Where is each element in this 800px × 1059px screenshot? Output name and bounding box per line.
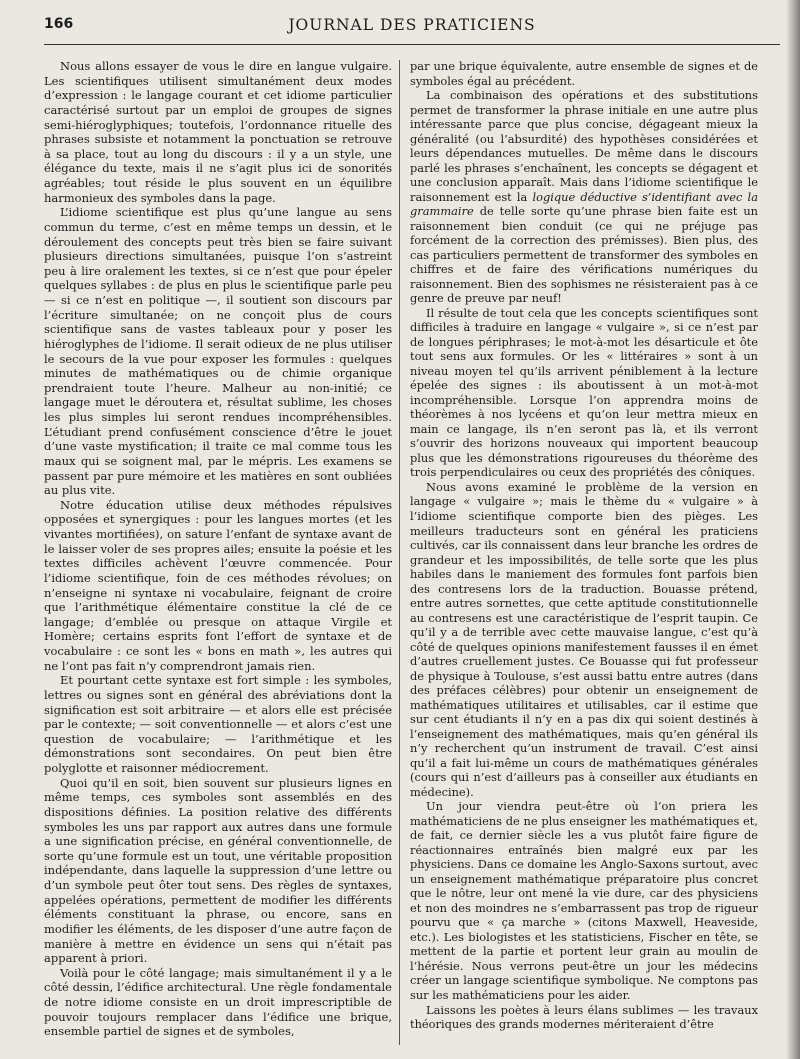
paragraph: L’idiome scientifique est plus qu’une langue au sens commun du terme, c’est en même temps un dessin, et le déroulement des concepts peut très bien se faire suivant plusieurs directions simultanées, puisque l’on s’astreint peu à lire oralement les textes, si ce n’est que pour épeler quelques syllabes : de plus en plus le scientifique parle peu — si ce n’est en politique —, il soutient son discours par l’écriture simultanée; on ne conçoit plus de cours scientifique sans de vastes tableaux pour y poser les hiéroglyphes de l’idiome. Il serait odieux de ne plus utiliser le secours de la vue pour exposer les formules : quelques minutes de mathématiques ou de chimie organique prendraient toute l’heure. Malheur au non-initié; ce langage muet le déroutera et, résultat sublime, les choses les plus simples lui seront rendues incompréhensibles. L’étudiant prend confusément conscience d’être le jouet d’une vaste mystification; il traite ce mal comme tous les maux qui se soignent mal, par le mépris. Les examens se passent par pure mémoire et les matières en sont oubliées au plus vite. [44, 205, 392, 498]
journal-title: JOURNAL DES PRATICIENS [288, 16, 536, 34]
paragraph: Nous avons examiné le problème de la version en langage « vulgaire »; mais le thème du « vulgaire » à l’idiome scientifique comporte bien des pièges. Les meilleurs traducteurs sont en général les praticiens cultivés, car ils connaissent dans leur branche les ordres de grandeur et les impossibilités, de telle sorte que les plus habiles dans le maniement des formules font parfois bien des contresens lors de la traduction. Bouasse prétend, entre autres sornettes, que cette aptitude constitutionnelle au contresens est une caractéristique de l’esprit taupin. Ce qu’il y a de terrible avec cette mauvaise langue, c’est qu’à côté de quelques opinions manifestement fausses il en émet d’autres cruellement justes. Ce Bouasse qui fut professeur de physique à Toulouse, s’est aussi battu entre autres (dans des préfaces célèbres) pour obtenir un enseignement de mathématiques utilitaires et utilisables, car il estime que sur cent étudiants il n’y en a pas dix qui soient destinés à l’enseignement des mathématiques, mais qu’en général ils n’y recherchent qu’un instrument de travail. C’est ainsi qu’il a fait lui-même un cours de mathématiques générales (cours qui n’est d’ailleurs pas à conseiller aux étudiants en médecine). [410, 479, 758, 799]
text-run: de telle sorte qu’une phrase bien faite est un raisonnement bien conduit (ce qui ne préjuge pas forcément de la correction des prémisses). Bien plus, des cas particuliers permettent de transformer des symboles en chiffres et de faire des vérifications numériques du raisonnement. Bien des sophismes ne résisteraient pas à ce genre de preuve par neuf! [410, 204, 758, 306]
paragraph: Voilà pour le côté langage; mais simultanément il y a le côté dessin, l’édifice architectural. Une règle fondamentale de notre idiome consiste en un droit imprescriptible de pouvoir toujours remplacer dans l’édifice une brique, ensemble partiel de signes et de symboles, [44, 965, 392, 1039]
right-column [410, 59, 758, 1032]
paragraph: Laissons les poètes à leurs élans sublimes — les travaux théoriques des grands modernes mériteraient d’être [410, 1002, 758, 1032]
paragraph: Nous allons essayer de vous le dire en langue vulgaire. Les scientifiques utilisent simultanément deux modes d’expression : le langage courant et cet idiome particulier caractérisé surtout par un emploi de groupes de signes semi-hiéroglyphiques; toutefois, l’ordonnance rituelle des phrases subsiste et notamment la ponctuation se retrouve à sa place, tout au long du discours : il y a un style, une élégance du texte, mais il ne s’agit plus ici de sonorités agréables; tout réside le plus souvent en un équilibre harmonieux des symboles dans la page. [44, 59, 392, 205]
paragraph: Il résulte de tout cela que les concepts scientifiques sont difficiles à traduire en langage « vulgaire », si ce n’est par de longues périphrases; le mot-à-mot les désarticule et ôte tout sens aux formules. Or les « littéraires » sont à un niveau moyen tel qu’ils arrivent péniblement à la lecture épelée des signes : ils aboutissent à un mot-à-mot incompréhensible. Lorsque l’on apprendra moins de théorèmes à nos lycéens et qu’on leur mettra mieux en main ce langage, ils n’en seront pas là, et ils verront s’ouvrir des horizons nouveaux qui importent beaucoup plus que les démonstrations rigoureuses du théorème des trois perpendiculaires ou ceux des propriétés des côniques. [410, 305, 758, 480]
paragraph-continuation: par une brique équivalente, autre ensemble de signes et de symboles égal au précédent. [410, 59, 758, 88]
running-header [44, 16, 780, 40]
left-column [44, 59, 392, 1039]
page-edge-shadow [786, 0, 800, 1059]
paragraph: Quoi qu’il en soit, bien souvent sur plusieurs lignes en même temps, ces symboles sont assemblés en des dispositions définies. La position relative des différents symboles les uns par rapport aux autres dans une formule a une signification précise, en général conventionnelle, de sorte qu’une formule est un tout, une véritable proposition indépendante, dans laquelle la suppression d’une lettre ou d’un symbole peut ôter tout sens. Des règles de syntaxes, appelées opérations, permettent de modifier les différents éléments constituant la phrase, ou encore, sans en modifier les éléments, de les disposer d’une autre façon de manière à mettre en évidence un sens qui n’était pas apparent à priori. [44, 775, 392, 966]
paragraph [410, 88, 758, 306]
text-run: La combinaison des opérations et des substitutions permet de transformer la phrase initiale en une autre plus intéressante parce que plus concise, dégageant mieux la généralité (ou l’absurdité) des hypothèses considérées et leurs dépendances mutuelles. De même dans le discours parlé les phrases s’enchaînent, les concepts se dégagent et une conclusion apparaît. Mais dans l’idiome scientifique le raisonnement est la [410, 88, 758, 204]
paragraph: Un jour viendra peut-être où l’on priera les mathématiciens de ne plus enseigner les mathématiques et, de fait, ce dernier siècle les a vus plutôt faire figure de réactionnaires entraînés bien malgré eux par les physiciens. Dans ce domaine les Anglo-Saxons surtout, avec un enseignement mathématique préparatoire plus concret que le nôtre, leur ont mené la vie dure, car des physiciens et non des moindres ne s’embarrassent pas trop de rigueur pourvu que « ça marche » (citons Maxwell, Heaveside, etc.). Les biologistes et les statisticiens, Fischer en tête, se mettent de la partie et portent leur grain au moulin de l’hérésie. Nous verrons peut-être un jour les médecins créer un langage scientifique symbolique. Ne comptons pas sur les mathématiciens pour les aider. [410, 799, 758, 1002]
page-number: 166 [44, 16, 74, 32]
column-divider [399, 60, 400, 1045]
italic-phrase: logique déductive s’identifiant avec la grammaire [410, 189, 758, 219]
header-rule [44, 44, 780, 45]
paragraph: Notre éducation utilise deux méthodes répulsives opposées et synergiques : pour les langues mortes (et les vivantes mortifiées), on sature l’enfant de syntaxe avant de le laisser voler de ses propres ailes; ensuite la poésie et les textes difficiles achèvent l’œuvre commencée. Pour l’idiome scientifique, foin de ces méthodes révolues; on n’enseigne ni syntaxe ni vocabulaire, feignant de croire que l’arithmétique élémentaire constitue la clé de ce langage; d’emblée ou presque on attaque Virgile et Homère; certains esprits font l’effort de syntaxe et de vocabulaire : ce sont les « bons en math », les autres qui ne l’ont pas fait n’y comprendront jamais rien. [44, 497, 392, 673]
paragraph: Et pourtant cette syntaxe est fort simple : les symboles, lettres ou signes sont en général des abréviations dont la signification est soit arbitraire — et alors elle est précisée par le contexte; — soit conventionnelle — et alors c’est une question de vocabulaire; — l’arithmétique et les démonstrations sont secondaires. On peut bien être polyglotte et raisonner médiocrement. [44, 673, 392, 775]
